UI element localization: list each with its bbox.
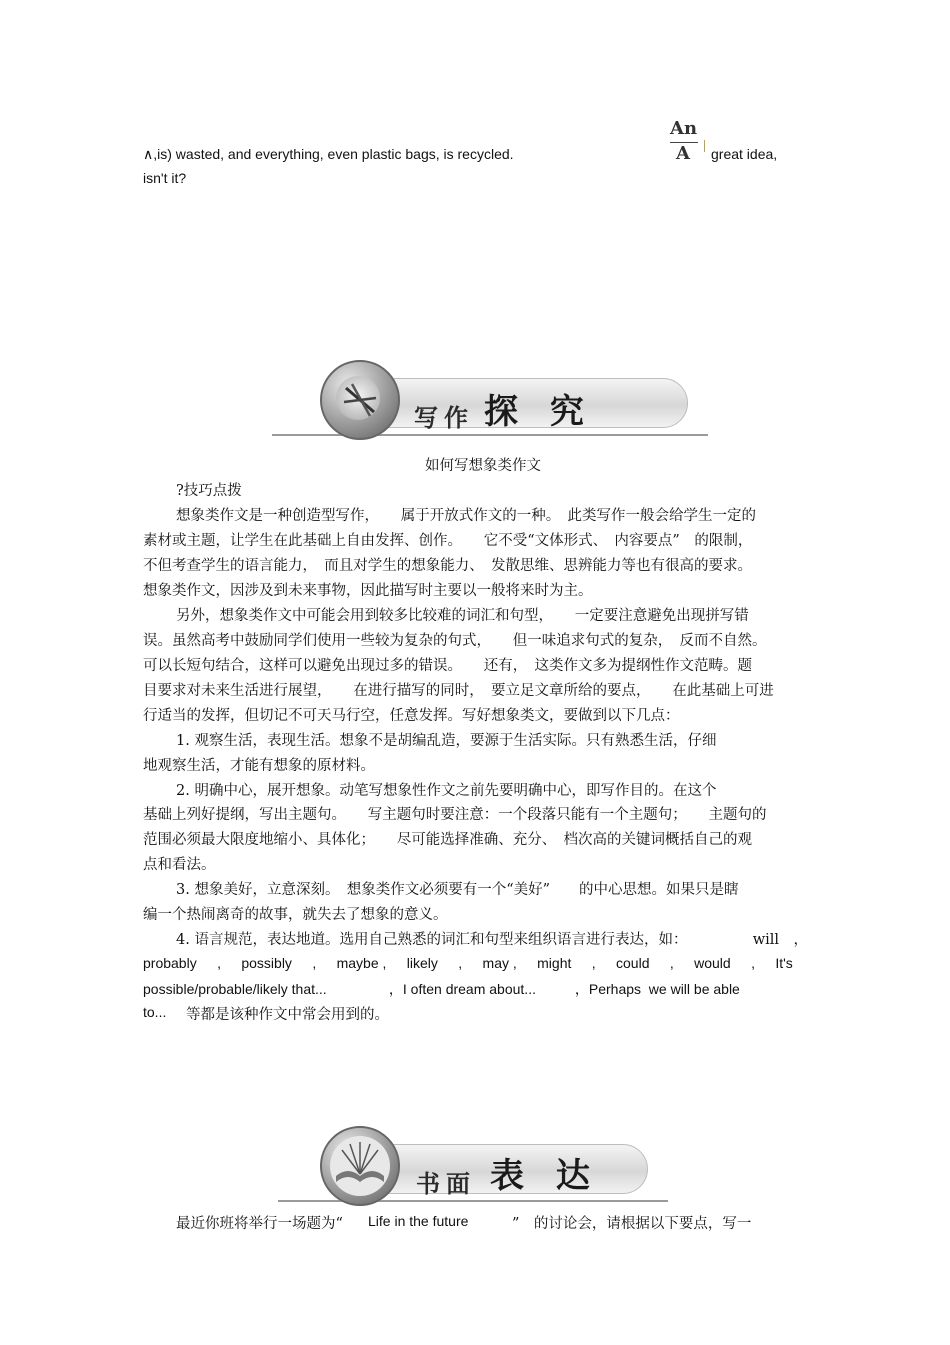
- list-item-1-cont: 地观察生活，才能有想象的原材料。: [143, 758, 375, 774]
- word: ,: [591, 955, 596, 971]
- top-line-1-right: great idea,: [711, 146, 778, 162]
- word: could: [616, 955, 650, 971]
- list-item-2-cont: 点和看法。: [143, 857, 216, 873]
- paragraph-line: 想象类作文，因涉及到未来事物，因此描写时主要以一般将来时为主。: [143, 583, 593, 599]
- word: ,: [217, 955, 221, 971]
- top-line-1: ∧,is) wasted, and everything, even plastic bags, is recycled.: [143, 146, 514, 162]
- word: may ,: [482, 955, 517, 971]
- modal-word-row: [143, 955, 793, 971]
- open-book-icon: [320, 1126, 400, 1206]
- word: ,: [312, 955, 317, 971]
- list-item-3: 3. 想象美好，立意深刻。 想象类作文必须要有一个“美好” 的中心思想。如果只是瞎: [176, 882, 739, 898]
- list-item-2: 2. 明确中心，展开想象。动笔写想象性作文之前先要明确中心，即写作目的。在这个: [176, 783, 717, 799]
- task-line-a: 最近你班将举行一场题为“: [176, 1216, 343, 1232]
- section-subtitle: ?技巧点拨: [176, 483, 242, 499]
- word: ,: [669, 955, 674, 971]
- paragraph-line: 素材或主题，让学生在此基础上自由发挥、创作。 它不受“文体形式、 内容要点” 的限制，: [143, 533, 753, 549]
- task-line-c: ” 的讨论会，请根据以下要点，写一: [512, 1216, 752, 1232]
- pencil-glyph: [322, 362, 398, 438]
- paragraph-line: 不但考查学生的语言能力， 而且对学生的想象能力、 发散思维、思辨能力等也有很高的要求。: [143, 558, 752, 574]
- banner-small-title: 写作: [414, 403, 474, 432]
- word: ,: [751, 955, 755, 971]
- word: might: [537, 955, 572, 971]
- paragraph-line: 另外，想象类作文中可能会用到较多比较难的词汇和句型， 一定要注意避免出现拼写错: [176, 608, 749, 624]
- section-banner-written-expression: [278, 1118, 668, 1208]
- task-line-b: Life in the future: [368, 1213, 469, 1229]
- word: ,: [458, 955, 463, 971]
- book-glyph: [322, 1128, 398, 1204]
- list-item-4: 4. 语言规范，表达地道。选用自己熟悉的词汇和句型来组织语言进行表达，如： will ，: [176, 932, 809, 948]
- last-line-cn: 等都是该种作文中常会用到的。: [186, 1007, 389, 1023]
- banner-big-title: 探 究: [484, 392, 594, 432]
- pencil-badge-icon: [320, 360, 400, 440]
- word: probably: [143, 955, 197, 971]
- word: possibly: [241, 955, 292, 971]
- last-line-en: to...: [143, 1004, 167, 1020]
- list-item-2-cont: 基础上列好提纲，写出主题句。 写主题句时要注意：一个段落只能有一个主题句； 主题句的: [143, 807, 767, 823]
- font-size-icon-top: An: [670, 118, 698, 139]
- word: would: [694, 955, 731, 971]
- section-title: 如何写想象类作文: [425, 458, 541, 474]
- top-line-2: isn't it?: [143, 170, 187, 186]
- section-banner-writing-inquiry: [272, 352, 708, 442]
- text-caret: [704, 140, 705, 152]
- font-size-icon: [668, 118, 702, 164]
- paragraph-line: 可以长短句结合，这样可以避免出现过多的错误。 还有， 这类作文多为提纲性作文范畴。题: [143, 658, 752, 674]
- word: likely: [406, 955, 438, 971]
- paragraph-line: 误。虽然高考中鼓励同学们使用一些较为复杂的句式， 但一味追求句式的复杂， 反而不自然。: [143, 633, 767, 649]
- modal-phrase-line: possible/probable/likely that... ，I often dream about... ，Perhaps we will be able: [143, 981, 740, 997]
- banner-small-title: 书面: [416, 1169, 476, 1198]
- word: It's: [775, 955, 793, 971]
- font-size-icon-bottom: A: [676, 143, 690, 164]
- paragraph-line: 行适当的发挥，但切记不可天马行空，任意发挥。写好想象类文，要做到以下几点：: [143, 708, 680, 724]
- banner-big-title: 表 达: [490, 1156, 600, 1196]
- paragraph-line: 想象类作文是一种创造型写作， 属于开放式作文的一种。 此类写作一般会给学生一定的: [176, 508, 756, 524]
- list-item-2-cont: 范围必须最大限度地缩小、具体化； 尽可能选择准确、充分、 档次高的关键词概括自己的观: [143, 832, 752, 848]
- word: maybe ,: [336, 955, 387, 971]
- list-item-1: 1. 观察生活，表现生活。想象不是胡编乱造，要源于生活实际。只有熟悉生活，仔细: [176, 733, 717, 749]
- paragraph-line: 目要求对未来生活进行展望， 在进行描写的同时， 要立足文章所给的要点， 在此基础上可进: [143, 683, 774, 699]
- list-item-3-cont: 编一个热闹离奇的故事，就失去了想象的意义。: [143, 907, 448, 923]
